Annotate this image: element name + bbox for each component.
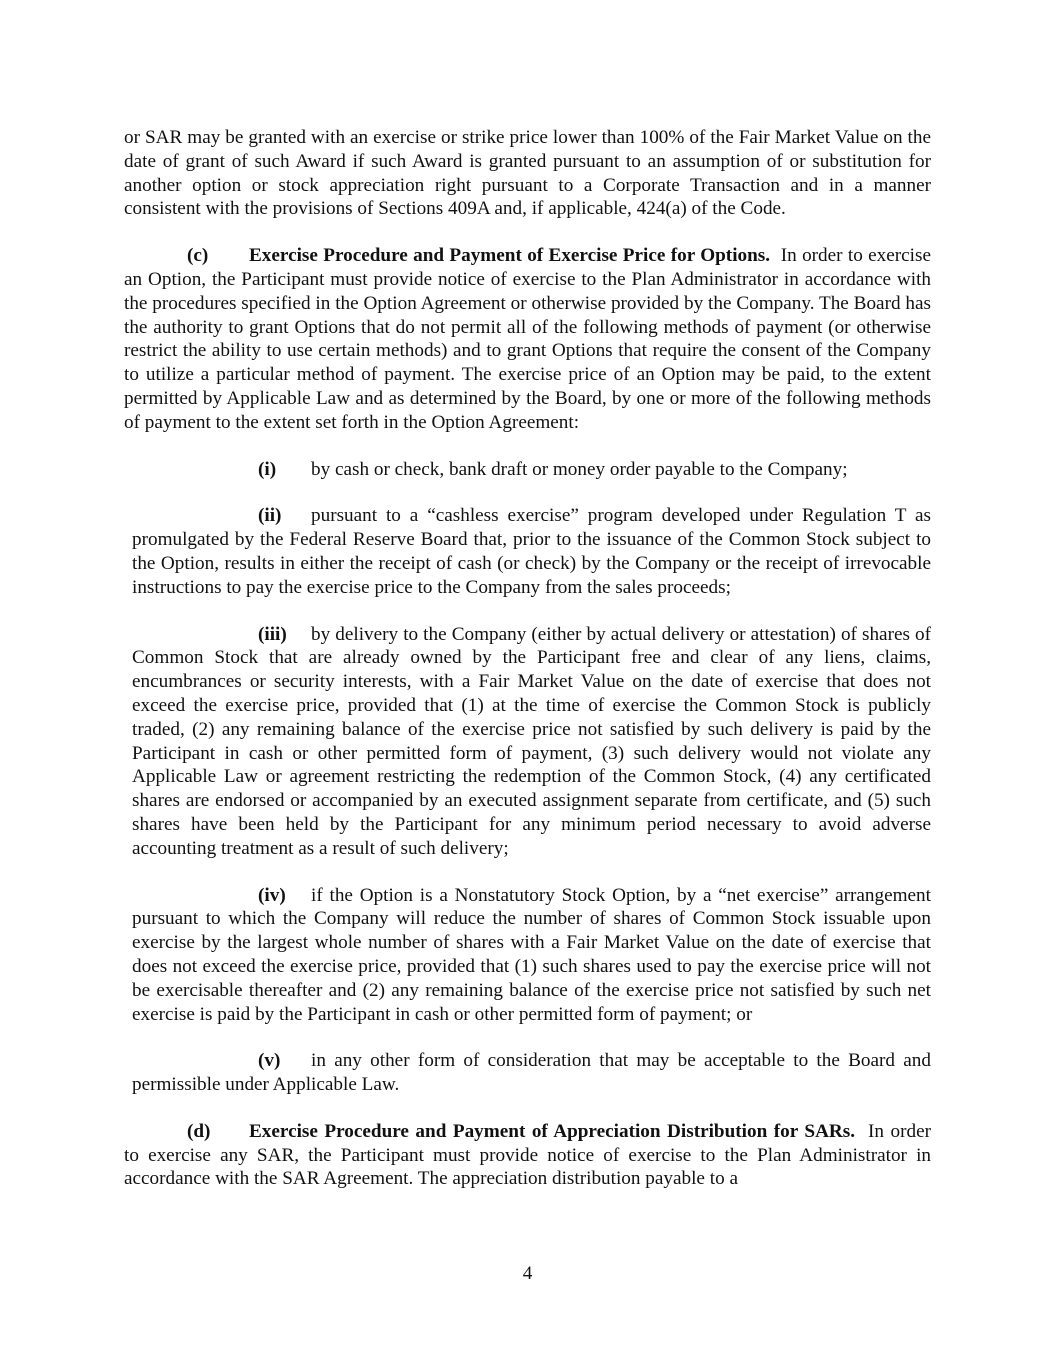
subsection-ii-text: pursuant to a “cashless exercise” program developed under Regulation T as promulgated by the Federal Reserve Board that, prior to the issuance of the Common Stock subject to the Option, results in either the receipt of cash (or check) by the Company or the receipt of irrevocable instructions to pay the exercise price to the Company from the sales proceeds; [132, 505, 931, 598]
section-d-label: (d) [187, 1120, 211, 1142]
subsection-i-text: by cash or check, bank draft or money order payable to the Company; [311, 458, 848, 480]
subsection-v-text: in any other form of consideration that may be acceptable to the Board and permissible under Applicable Law. [132, 1050, 931, 1096]
subsection-v-label: (v) [258, 1050, 281, 1072]
subsection-iv-text: if the Option is a Nonstatutory Stock Option, by a “net exercise” arrangement pursuant to which the Company will reduce the number of shares of Common Stock issuable upon exercise by the largest whole number of shares with a Fair Market Value on the date of exercise that does not exceed the exercise price, provided that (1) such shares used to pay the exercise price will not be exercisable thereafter and (2) any remaining balance of the exercise price not satisfied by such net exercise is paid by the Participant in cash or other permitted form of payment; or [132, 884, 931, 1025]
section-c-label: (c) [187, 245, 209, 267]
subsection-iv [132, 884, 931, 1027]
subsection-v [132, 1049, 931, 1097]
subsection-ii [132, 504, 931, 599]
section-c-heading: Exercise Procedure and Payment of Exercise Price for Options. [249, 245, 771, 267]
subsection-iii [132, 623, 931, 861]
subsection-iii-label: (iii) [258, 623, 287, 645]
section-c-body: In order to exercise an Option, the Participant must provide notice of exercise to the Plan Administrator in accordance with the procedures specified in the Option Agreement or otherwise provided by the Company. The Board has the authority to grant Options that do not permit all of the following methods of payment (or otherwise restrict the ability to use certain methods) and to grant Options that require the consent of the Company to utilize a particular method of payment. The exercise price of an Option may be paid, to the extent permitted by Applicable Law and as determined by the Board, by one or more of the following methods of payment to the extent set forth in the Option Agreement: [124, 245, 932, 433]
subsection-ii-label: (ii) [258, 505, 282, 527]
subsection-iii-text: by delivery to the Company (either by actual delivery or attestation) of shares of Common Stock that are already owned by the Participant free and clear of any liens, claims, encumbrances or security interests, with a Fair Market Value on the date of exercise that does not exceed the exercise price, provided that (1) at the time of exercise the Common Stock is publicly traded, (2) any remaining balance of the exercise price not satisfied by such delivery is paid by the Participant in cash or other permitted form of payment, (3) such delivery would not violate any Applicable Law or agreement restricting the redemption of the Common Stock, (4) any certificated shares are endorsed or accompanied by an executed assignment separate from certificate, and (5) such shares have been held by the Participant for any minimum period necessary to avoid adverse accounting treatment as a result of such delivery; [132, 623, 931, 859]
document-page [124, 126, 931, 1191]
intro-paragraph: or SAR may be granted with an exercise or strike price lower than 100% of the Fair Market Value on the date of grant of such Award if such Award is granted pursuant to an assumption of or substitution for another option or stock appreciation right pursuant to a Corporate Transaction and in a manner consistent with the provisions of Sections 409A and, if applicable, 424(a) of the Code. [124, 127, 931, 220]
section-c-paragraph [124, 244, 931, 434]
subsection-i-label: (i) [258, 458, 277, 480]
subsection-i [132, 458, 931, 482]
subsection-iv-label: (iv) [258, 884, 286, 906]
page-number: 4 [522, 1263, 533, 1284]
section-d-body: In order to exercise any SAR, the Participant must provide notice of exercise to the Plan Administrator in accordance with the SAR Agreement. The appreciation distribution payable to a [124, 1120, 931, 1190]
section-d-paragraph [124, 1120, 931, 1191]
section-d-heading: Exercise Procedure and Payment of Appreciation Distribution for SARs. [249, 1120, 856, 1142]
